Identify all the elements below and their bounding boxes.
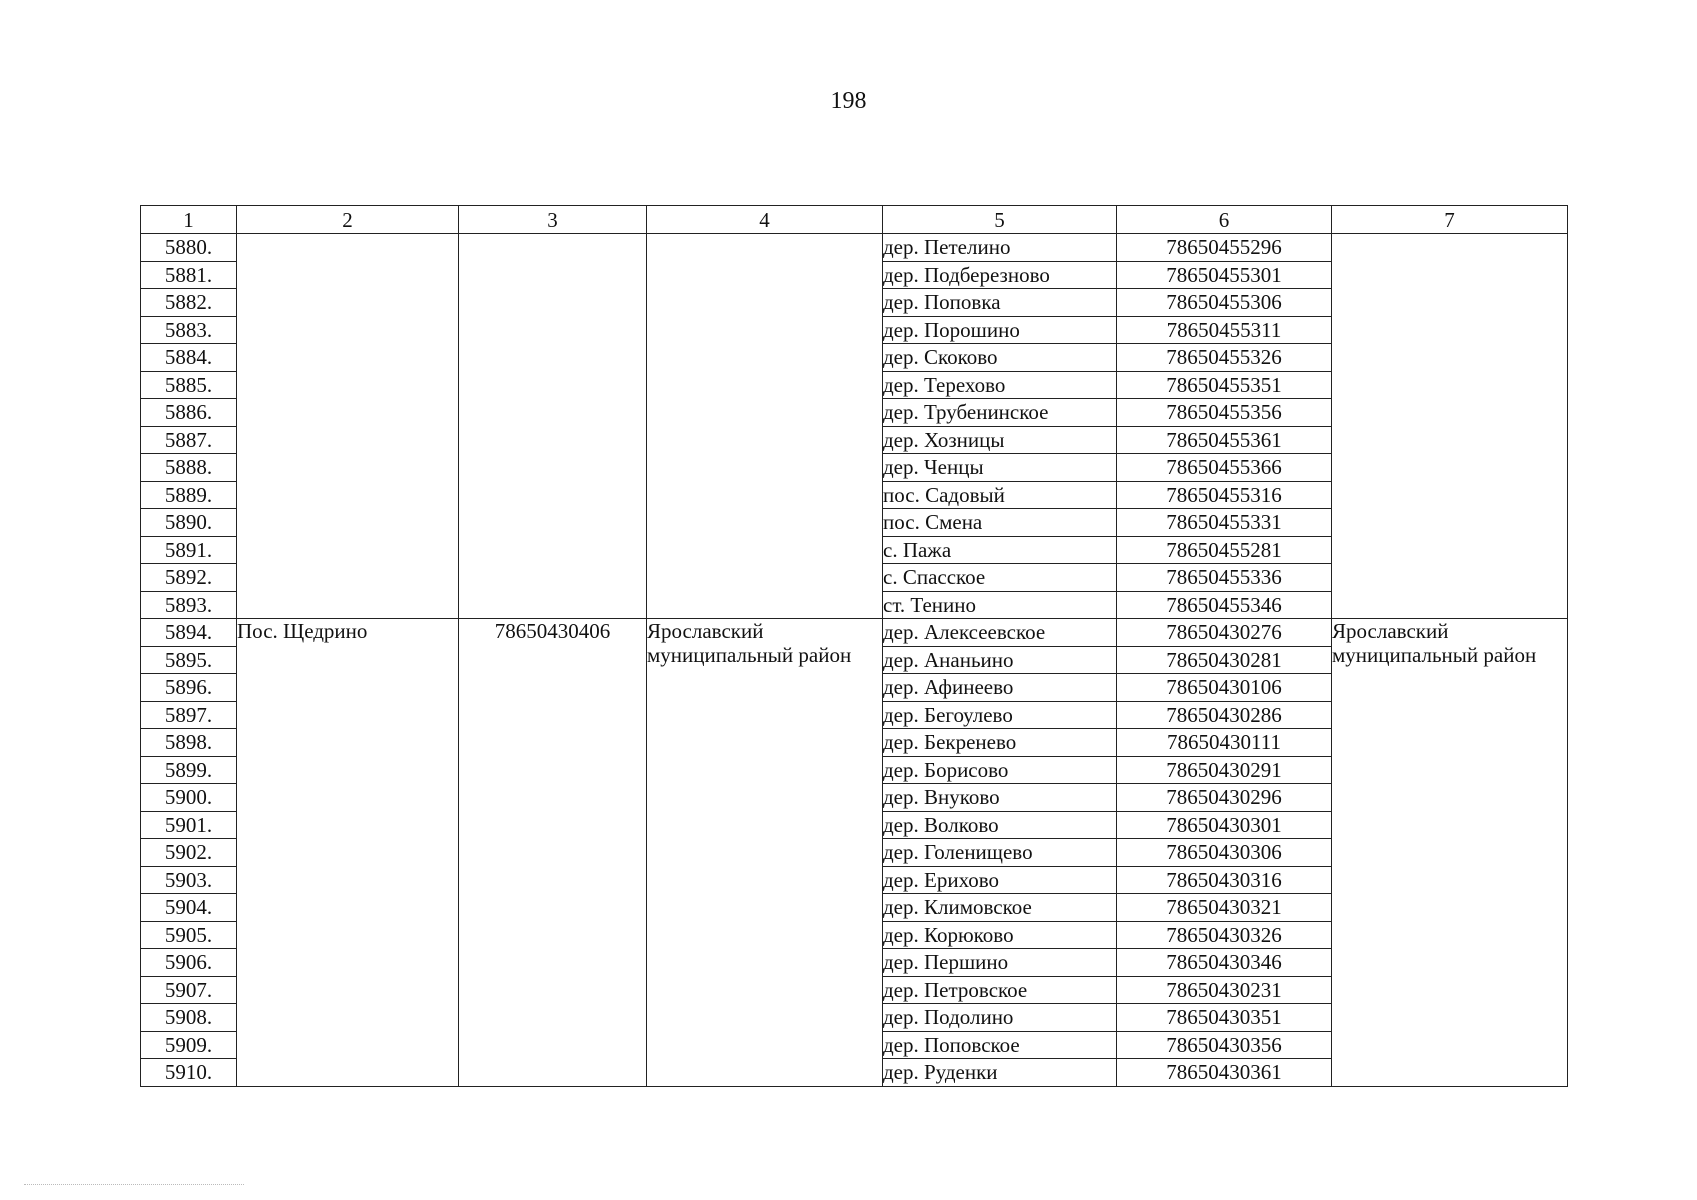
row-number: 5894. <box>141 619 237 647</box>
column-header-4: 4 <box>647 206 883 234</box>
column-header-3: 3 <box>459 206 647 234</box>
locality-name: дер. Подберезново <box>883 261 1117 289</box>
row-number: 5902. <box>141 839 237 867</box>
locality-name: дер. Петровское <box>883 976 1117 1004</box>
locality-name: дер. Алексеевское <box>883 619 1117 647</box>
row-number: 5890. <box>141 509 237 537</box>
locality-code: 78650455361 <box>1117 426 1332 454</box>
locality-code: 78650430301 <box>1117 811 1332 839</box>
region-cell-empty <box>1332 234 1568 619</box>
locality-name: дер. Климовское <box>883 894 1117 922</box>
row-number: 5884. <box>141 344 237 372</box>
locality-name: дер. Ананьино <box>883 646 1117 674</box>
locality-name: пос. Садовый <box>883 481 1117 509</box>
scan-artifact-line <box>24 1184 244 1187</box>
locality-code: 78650430281 <box>1117 646 1332 674</box>
row-number: 5896. <box>141 674 237 702</box>
page-number: 198 <box>830 88 867 114</box>
row-number: 5908. <box>141 1004 237 1032</box>
locality-code: 78650430276 <box>1117 619 1332 647</box>
locality-code: 78650430326 <box>1117 921 1332 949</box>
row-number: 5907. <box>141 976 237 1004</box>
locality-name: дер. Афинеево <box>883 674 1117 702</box>
locality-name: дер. Терехово <box>883 371 1117 399</box>
row-number: 5909. <box>141 1031 237 1059</box>
locality-name: с. Пажа <box>883 536 1117 564</box>
locality-code: 78650430361 <box>1117 1059 1332 1087</box>
locality-name: дер. Першино <box>883 949 1117 977</box>
locality-code: 78650430351 <box>1117 1004 1332 1032</box>
locality-code: 78650455311 <box>1117 316 1332 344</box>
row-number: 5888. <box>141 454 237 482</box>
locality-name: дер. Руденки <box>883 1059 1117 1087</box>
region-name: Ярославский муниципальный район <box>1332 619 1568 1087</box>
locality-name: дер. Бегоулево <box>883 701 1117 729</box>
table-row <box>141 619 1568 647</box>
locality-name: пос. Смена <box>883 509 1117 537</box>
column-header-7: 7 <box>1332 206 1568 234</box>
locality-code: 78650455326 <box>1117 344 1332 372</box>
row-number: 5881. <box>141 261 237 289</box>
locality-code: 78650430306 <box>1117 839 1332 867</box>
row-number: 5883. <box>141 316 237 344</box>
locality-code: 78650455336 <box>1117 564 1332 592</box>
locality-code: 78650455351 <box>1117 371 1332 399</box>
column-header-1: 1 <box>141 206 237 234</box>
row-number: 5886. <box>141 399 237 427</box>
locality-code: 78650430231 <box>1117 976 1332 1004</box>
locality-code: 78650455281 <box>1117 536 1332 564</box>
locality-code: 78650455316 <box>1117 481 1332 509</box>
locality-name: дер. Петелино <box>883 234 1117 262</box>
locality-code: 78650430111 <box>1117 729 1332 757</box>
locality-code: 78650455331 <box>1117 509 1332 537</box>
locality-name: дер. Ерихово <box>883 866 1117 894</box>
locality-name: дер. Порошино <box>883 316 1117 344</box>
locality-code: 78650430286 <box>1117 701 1332 729</box>
row-number: 5901. <box>141 811 237 839</box>
locality-code: 78650430291 <box>1117 756 1332 784</box>
locality-name: дер. Внуково <box>883 784 1117 812</box>
locality-name: дер. Подолино <box>883 1004 1117 1032</box>
locality-name: дер. Поповка <box>883 289 1117 317</box>
district-name: Ярославский муниципальный район <box>647 619 883 1087</box>
locality-code: 78650430106 <box>1117 674 1332 702</box>
row-number: 5897. <box>141 701 237 729</box>
row-number: 5892. <box>141 564 237 592</box>
locality-name: дер. Поповское <box>883 1031 1117 1059</box>
locality-name: дер. Корюково <box>883 921 1117 949</box>
locality-code: 78650430296 <box>1117 784 1332 812</box>
settlement-name: Пос. Щедрино <box>237 619 459 1087</box>
locality-name: ст. Тенино <box>883 591 1117 619</box>
locality-code: 78650430316 <box>1117 866 1332 894</box>
table-body <box>141 234 1568 1087</box>
row-number: 5899. <box>141 756 237 784</box>
row-number: 5906. <box>141 949 237 977</box>
row-number: 5900. <box>141 784 237 812</box>
row-number: 5895. <box>141 646 237 674</box>
row-number: 5889. <box>141 481 237 509</box>
row-number: 5885. <box>141 371 237 399</box>
locality-name: дер. Бекренево <box>883 729 1117 757</box>
locality-name: дер. Голенищево <box>883 839 1117 867</box>
locality-code: 78650455356 <box>1117 399 1332 427</box>
column-header-6: 6 <box>1117 206 1332 234</box>
row-number: 5880. <box>141 234 237 262</box>
row-number: 5893. <box>141 591 237 619</box>
row-number: 5882. <box>141 289 237 317</box>
locality-code: 78650455366 <box>1117 454 1332 482</box>
locality-name: дер. Ченцы <box>883 454 1117 482</box>
row-number: 5905. <box>141 921 237 949</box>
locality-code: 78650430356 <box>1117 1031 1332 1059</box>
header-row <box>141 206 1568 234</box>
locality-name: дер. Хозницы <box>883 426 1117 454</box>
locality-code: 78650430321 <box>1117 894 1332 922</box>
locality-name: дер. Скоково <box>883 344 1117 372</box>
row-number: 5887. <box>141 426 237 454</box>
locality-code: 78650430346 <box>1117 949 1332 977</box>
settlement-code-cell-empty <box>459 234 647 619</box>
row-number: 5891. <box>141 536 237 564</box>
row-number: 5904. <box>141 894 237 922</box>
locality-code: 78650455296 <box>1117 234 1332 262</box>
locality-name: с. Спасское <box>883 564 1117 592</box>
column-header-5: 5 <box>883 206 1117 234</box>
row-number: 5910. <box>141 1059 237 1087</box>
settlement-code: 78650430406 <box>459 619 647 1087</box>
locality-code: 78650455306 <box>1117 289 1332 317</box>
locality-name: дер. Трубенинское <box>883 399 1117 427</box>
table-row <box>141 234 1568 262</box>
settlements-table <box>140 205 1568 1087</box>
locality-code: 78650455301 <box>1117 261 1332 289</box>
locality-name: дер. Волково <box>883 811 1117 839</box>
settlement-cell-empty <box>237 234 459 619</box>
column-header-2: 2 <box>237 206 459 234</box>
row-number: 5898. <box>141 729 237 757</box>
locality-code: 78650455346 <box>1117 591 1332 619</box>
locality-name: дер. Борисово <box>883 756 1117 784</box>
row-number: 5903. <box>141 866 237 894</box>
district-cell-empty <box>647 234 883 619</box>
